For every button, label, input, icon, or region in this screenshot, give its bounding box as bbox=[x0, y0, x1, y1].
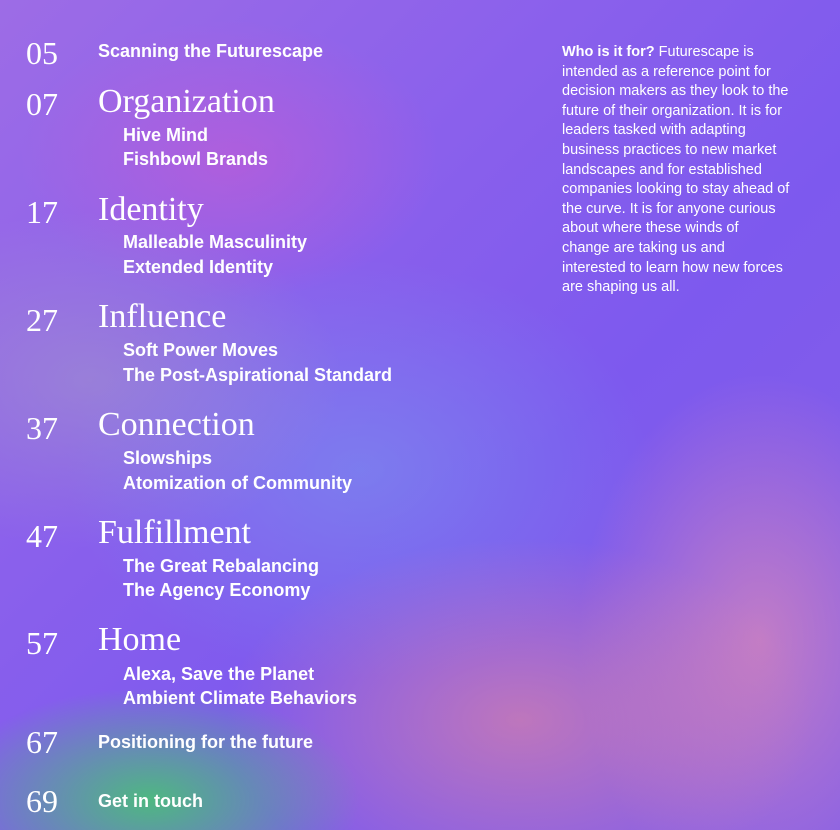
audience-intro bbox=[562, 43, 790, 298]
section-title[interactable]: Scanning the Futurescape bbox=[98, 41, 324, 61]
page-number: 07 bbox=[26, 86, 58, 122]
subsection-title[interactable]: Ambient Climate Behaviors bbox=[123, 688, 358, 708]
section-title[interactable]: Get in touch bbox=[98, 791, 203, 811]
section-title[interactable]: Fulfillment bbox=[98, 514, 251, 551]
intro-text: Futurescape is intended as a reference point for decision makers as they look to the future of their organization. It is for leaders tasked with adapting business practices to new market landscapes and for established companies looking to stay ahead of the curve. It is for anyone curious about where these winds of change are taking us and interested to learn how new forces are shaping us all. bbox=[562, 44, 790, 296]
subsection-title[interactable]: Atomization of Community bbox=[123, 473, 352, 493]
intro-lead: Who is it for? bbox=[562, 44, 655, 60]
subsection-title[interactable]: Hive Mind bbox=[123, 125, 209, 145]
page-number: 37 bbox=[26, 410, 58, 446]
page-number: 69 bbox=[26, 783, 58, 819]
subsection-title[interactable]: Alexa, Save the Planet bbox=[123, 664, 315, 684]
section-title[interactable]: Connection bbox=[98, 406, 255, 443]
page-number: 17 bbox=[26, 194, 58, 230]
subsection-title[interactable]: The Post-Aspirational Standard bbox=[123, 365, 393, 385]
section-title[interactable]: Organization bbox=[98, 83, 275, 120]
page-number: 67 bbox=[26, 724, 58, 760]
subsection-title[interactable]: The Great Rebalancing bbox=[123, 556, 320, 576]
subsection-title[interactable]: Malleable Masculinity bbox=[123, 232, 308, 252]
page-number: 05 bbox=[26, 35, 58, 71]
subsection-title[interactable]: The Agency Economy bbox=[123, 580, 311, 600]
subsection-title[interactable]: Soft Power Moves bbox=[123, 340, 279, 360]
page-number: 27 bbox=[26, 302, 58, 338]
subsection-title[interactable]: Fishbowl Brands bbox=[123, 149, 269, 169]
subsection-title[interactable]: Extended Identity bbox=[123, 257, 274, 277]
page-number: 47 bbox=[26, 518, 58, 554]
section-title[interactable]: Identity bbox=[98, 191, 204, 228]
page-number: 57 bbox=[26, 625, 58, 661]
section-title[interactable]: Home bbox=[98, 621, 182, 658]
subsection-title[interactable]: Slowships bbox=[123, 448, 213, 468]
section-title[interactable]: Influence bbox=[98, 298, 227, 335]
section-title[interactable]: Positioning for the future bbox=[98, 732, 313, 752]
